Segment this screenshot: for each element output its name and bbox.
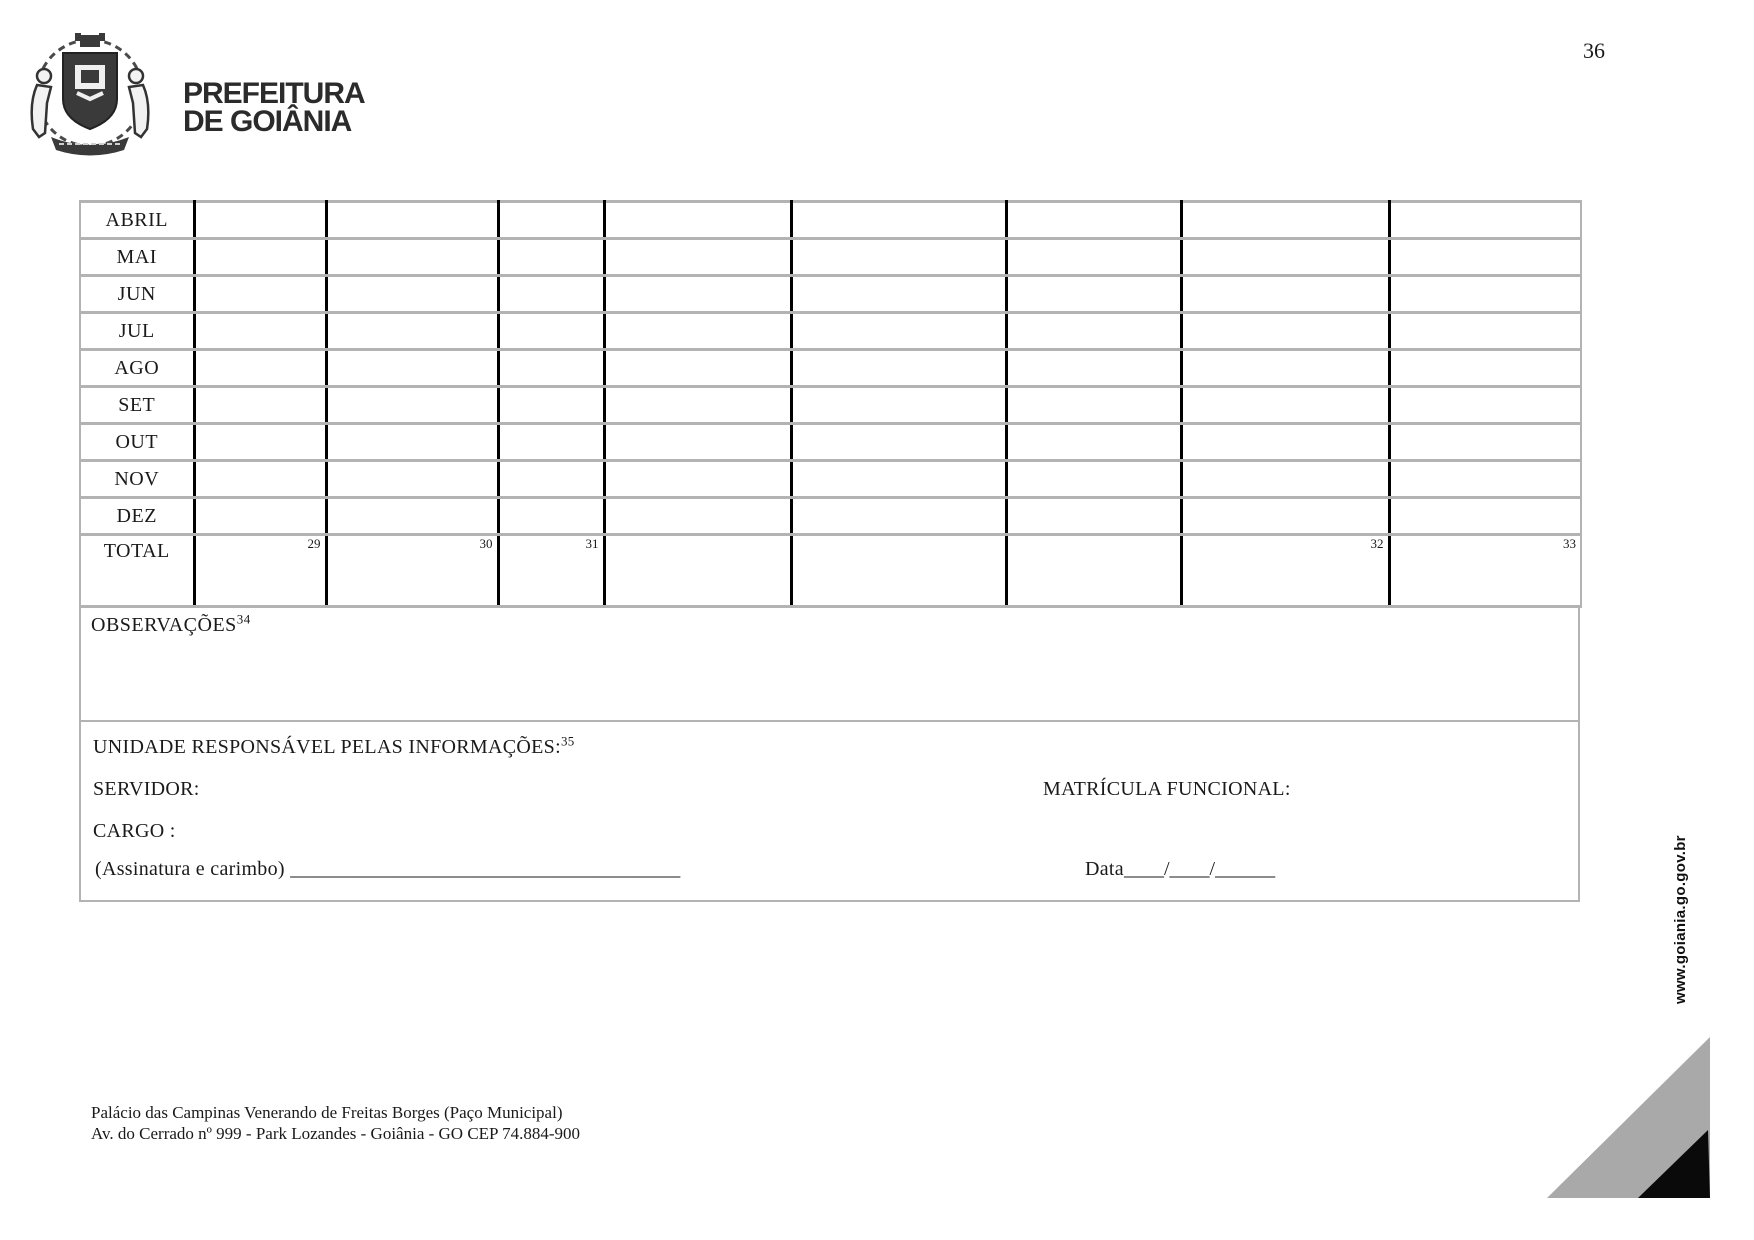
data-cell bbox=[1181, 461, 1389, 498]
data-cell bbox=[1181, 276, 1389, 313]
data-cell bbox=[604, 498, 791, 535]
data-cell bbox=[326, 202, 498, 239]
coat-of-arms-icon bbox=[17, 33, 163, 163]
month-label-cell: NOV bbox=[80, 461, 194, 498]
data-cell bbox=[791, 202, 1006, 239]
matricula-label: MATRÍCULA FUNCIONAL: bbox=[1043, 778, 1291, 800]
unit-info-box bbox=[79, 722, 1580, 902]
data-cell bbox=[194, 350, 326, 387]
data-cell bbox=[604, 239, 791, 276]
data-cell bbox=[326, 387, 498, 424]
data-cell bbox=[1006, 350, 1181, 387]
data-cell bbox=[604, 350, 791, 387]
data-cell bbox=[1181, 387, 1389, 424]
data-cell bbox=[1181, 424, 1389, 461]
form bbox=[79, 200, 1580, 902]
data-cell bbox=[1389, 239, 1581, 276]
table-row bbox=[80, 461, 1581, 498]
month-label-cell: DEZ bbox=[80, 498, 194, 535]
data-cell bbox=[791, 350, 1006, 387]
data-cell bbox=[326, 350, 498, 387]
data-cell bbox=[1181, 202, 1389, 239]
table-row bbox=[80, 498, 1581, 535]
table-total-row bbox=[80, 535, 1581, 607]
footnote-superscript: 29 bbox=[307, 536, 321, 551]
table-row bbox=[80, 276, 1581, 313]
data-cell bbox=[1006, 461, 1181, 498]
data-cell bbox=[604, 202, 791, 239]
table-row bbox=[80, 350, 1581, 387]
footer-address-line2: Av. do Cerrado nº 999 - Park Lozandes - Goiânia - GO CEP 74.884-900 bbox=[91, 1124, 581, 1143]
data-cell bbox=[1389, 424, 1581, 461]
date-line bbox=[1085, 858, 1275, 881]
data-cell bbox=[498, 461, 604, 498]
total-label-cell: TOTAL bbox=[80, 535, 194, 607]
data-cell bbox=[791, 313, 1006, 350]
total-footnote-cell bbox=[194, 535, 326, 607]
data-cell bbox=[1006, 387, 1181, 424]
data-cell bbox=[1181, 313, 1389, 350]
observations-footnote: 34 bbox=[236, 611, 251, 627]
data-cell bbox=[1389, 350, 1581, 387]
data-cell bbox=[1181, 239, 1389, 276]
data-cell bbox=[604, 424, 791, 461]
data-cell bbox=[791, 461, 1006, 498]
unit-label-line bbox=[93, 733, 575, 759]
brand-line2: DE GOIÂNIA bbox=[183, 105, 352, 138]
data-cell bbox=[194, 276, 326, 313]
data-cell bbox=[604, 461, 791, 498]
table-row bbox=[80, 202, 1581, 239]
goiania-coat-of-arms bbox=[17, 33, 163, 163]
footnote-superscript: 31 bbox=[585, 536, 599, 551]
footnote-superscript: 30 bbox=[479, 536, 493, 551]
data-cell bbox=[1006, 498, 1181, 535]
data-cell bbox=[194, 313, 326, 350]
data-cell bbox=[791, 387, 1006, 424]
total-footnote-cell bbox=[1006, 535, 1181, 607]
brand-line1: PREFEITURA bbox=[183, 77, 365, 110]
data-cell bbox=[326, 313, 498, 350]
month-label-cell: JUL bbox=[80, 313, 194, 350]
signature-blank: _______________________________________ bbox=[290, 858, 681, 880]
total-footnote-cell bbox=[1389, 535, 1581, 607]
month-label-cell: OUT bbox=[80, 424, 194, 461]
signature-label: (Assinatura e carimbo) bbox=[95, 858, 285, 880]
data-cell bbox=[498, 276, 604, 313]
corner-triangle-icon bbox=[1547, 1037, 1710, 1198]
data-cell bbox=[1389, 461, 1581, 498]
data-cell bbox=[1389, 276, 1581, 313]
data-cell bbox=[1006, 313, 1181, 350]
page-number: 36 bbox=[1583, 38, 1605, 63]
table-row bbox=[80, 387, 1581, 424]
data-cell bbox=[498, 313, 604, 350]
data-cell bbox=[498, 202, 604, 239]
data-cell bbox=[326, 424, 498, 461]
data-cell bbox=[791, 239, 1006, 276]
month-label-cell: SET bbox=[80, 387, 194, 424]
data-cell bbox=[194, 202, 326, 239]
data-cell bbox=[326, 461, 498, 498]
months-table bbox=[79, 200, 1582, 608]
data-cell bbox=[498, 387, 604, 424]
data-cell bbox=[498, 239, 604, 276]
observations-label: OBSERVAÇÕES bbox=[91, 614, 237, 636]
website-vertical-text: www.goiania.go.gov.br bbox=[1672, 835, 1689, 1004]
data-cell bbox=[326, 239, 498, 276]
date-blanks: ____/____/______ bbox=[1123, 858, 1276, 880]
total-footnote-cell bbox=[326, 535, 498, 607]
unit-label: UNIDADE RESPONSÁVEL PELAS INFORMAÇÕES: bbox=[93, 736, 561, 758]
data-cell bbox=[1181, 350, 1389, 387]
month-label-cell: MAI bbox=[80, 239, 194, 276]
date-label: Data bbox=[1085, 858, 1124, 880]
data-cell bbox=[604, 387, 791, 424]
total-footnote-cell bbox=[498, 535, 604, 607]
unit-footnote: 35 bbox=[560, 733, 575, 749]
month-label-cell: AGO bbox=[80, 350, 194, 387]
data-cell bbox=[498, 424, 604, 461]
data-cell bbox=[326, 498, 498, 535]
data-cell bbox=[791, 276, 1006, 313]
total-footnote-cell bbox=[1181, 535, 1389, 607]
data-cell bbox=[604, 276, 791, 313]
data-cell bbox=[194, 424, 326, 461]
data-cell bbox=[604, 313, 791, 350]
brand-name bbox=[183, 77, 365, 138]
data-cell bbox=[326, 276, 498, 313]
data-cell bbox=[791, 424, 1006, 461]
data-cell bbox=[1006, 202, 1181, 239]
table-row bbox=[80, 424, 1581, 461]
footer-address bbox=[91, 1102, 580, 1144]
data-cell bbox=[498, 350, 604, 387]
month-label-cell: JUN bbox=[80, 276, 194, 313]
cargo-label: CARGO : bbox=[93, 820, 176, 842]
signature-line bbox=[95, 858, 680, 881]
data-cell bbox=[1006, 424, 1181, 461]
data-cell bbox=[1006, 276, 1181, 313]
observations-box bbox=[79, 608, 1580, 722]
total-footnote-cell bbox=[604, 535, 791, 607]
data-cell bbox=[1389, 202, 1581, 239]
footnote-superscript: 33 bbox=[1563, 536, 1576, 551]
month-label-cell: ABRIL bbox=[80, 202, 194, 239]
data-cell bbox=[1006, 239, 1181, 276]
data-cell bbox=[194, 387, 326, 424]
footer-address-line1: Palácio das Campinas Venerando de Freitas Borges (Paço Municipal) bbox=[91, 1103, 563, 1122]
total-footnote-cell bbox=[791, 535, 1006, 607]
servidor-label: SERVIDOR: bbox=[93, 778, 200, 800]
table-row bbox=[80, 239, 1581, 276]
data-cell bbox=[1181, 498, 1389, 535]
data-cell bbox=[194, 239, 326, 276]
data-cell bbox=[1389, 313, 1581, 350]
footnote-superscript: 32 bbox=[1370, 536, 1384, 551]
data-cell bbox=[791, 498, 1006, 535]
data-cell bbox=[194, 498, 326, 535]
data-cell bbox=[1389, 498, 1581, 535]
data-cell bbox=[1389, 387, 1581, 424]
table-row bbox=[80, 313, 1581, 350]
data-cell bbox=[498, 498, 604, 535]
data-cell bbox=[194, 461, 326, 498]
